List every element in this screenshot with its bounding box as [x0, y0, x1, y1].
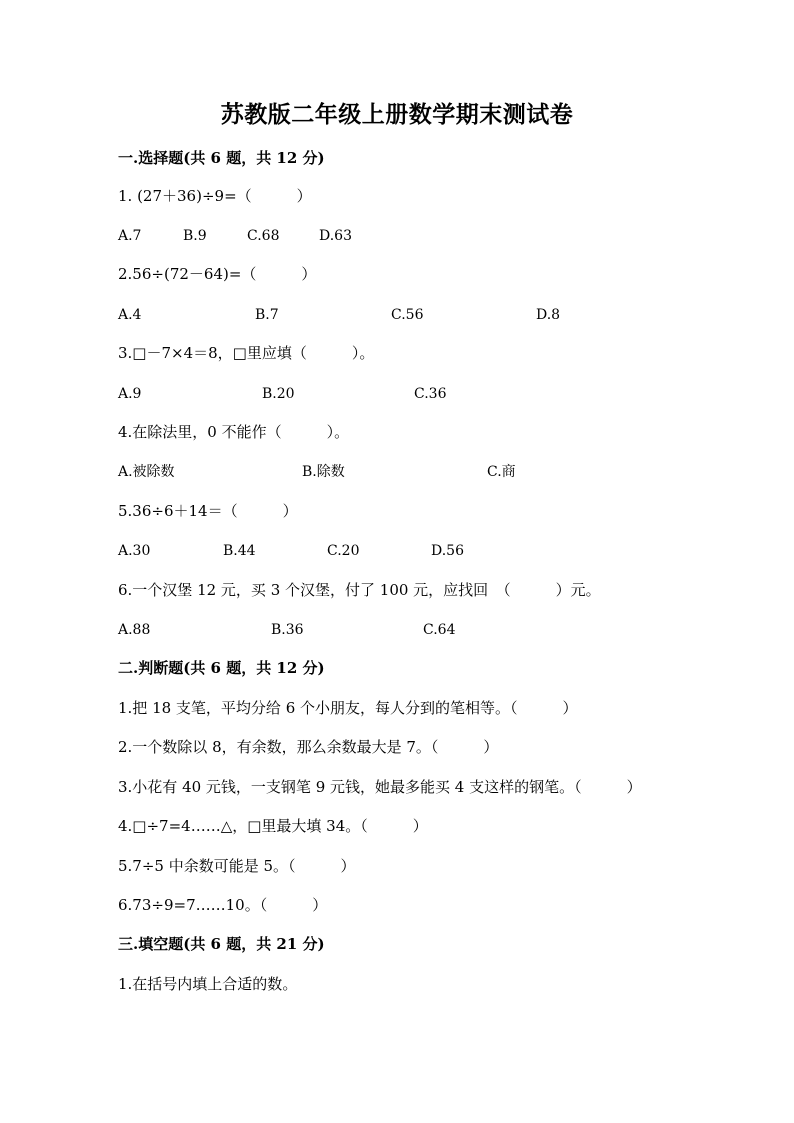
- option-c: C.商: [487, 464, 516, 480]
- option-b: B.44: [223, 543, 256, 559]
- question-choice-4: 4.在除法里，0 不能作（ ）。: [118, 423, 350, 441]
- option-c: C.68: [247, 228, 280, 244]
- option-c: C.64: [423, 622, 456, 638]
- option-a: A.88: [118, 622, 151, 638]
- option-d: D.56: [431, 543, 464, 559]
- section-heading-fill: 三.填空题(共 6 题，共 21 分): [118, 935, 325, 953]
- section-heading-choice: 一.选择题(共 6 题，共 12 分): [118, 149, 325, 167]
- question-judgment-3: 3.小花有 40 元钱，一支钢笔 9 元钱，她最多能买 4 支这样的钢笔。（ ）: [118, 778, 642, 796]
- option-c: C.20: [327, 543, 360, 559]
- option-a: A.4: [118, 307, 142, 323]
- question-judgment-4: 4.□÷7=4……△，□里最大填 34。（ ）: [118, 817, 428, 835]
- option-c: C.56: [391, 307, 424, 323]
- question-judgment-2: 2.一个数除以 8，有余数，那么余数最大是 7。（ ）: [118, 738, 499, 756]
- option-a: A.30: [118, 543, 151, 559]
- question-fill-1: 1.在括号内填上合适的数。: [118, 975, 298, 993]
- option-c: C.36: [414, 386, 447, 402]
- question-choice-5: 5.36÷6＋14＝（ ）: [118, 502, 298, 520]
- option-d: D.63: [319, 228, 352, 244]
- question-choice-3: 3.□－7×4＝8，□里应填（ ）。: [118, 344, 375, 362]
- question-choice-1: 1. (27＋36)÷9=（ ）: [118, 187, 312, 205]
- section-heading-judgment: 二.判断题(共 6 题，共 12 分): [118, 659, 325, 677]
- option-a: A.9: [118, 386, 142, 402]
- option-d: D.8: [536, 307, 561, 323]
- question-choice-6: 6.一个汉堡 12 元，买 3 个汉堡，付了 100 元，应找回 （ ）元。: [118, 581, 601, 599]
- question-judgment-1: 1.把 18 支笔，平均分给 6 个小朋友，每人分到的笔相等。（ ）: [118, 699, 578, 717]
- question-judgment-5: 5.7÷5 中余数可能是 5。（ ）: [118, 857, 356, 875]
- page-title: 苏教版二年级上册数学期末测试卷: [220, 101, 574, 128]
- option-b: B.20: [262, 386, 295, 402]
- option-a: A.被除数: [118, 464, 175, 480]
- question-judgment-6: 6.73÷9=7……10。（ ）: [118, 896, 328, 914]
- option-b: B.36: [271, 622, 304, 638]
- option-b: B.9: [183, 228, 207, 244]
- option-b: B.除数: [302, 464, 345, 480]
- option-a: A.7: [118, 228, 142, 244]
- question-choice-2: 2.56÷(72－64)=（ ）: [118, 265, 317, 283]
- option-b: B.7: [255, 307, 279, 323]
